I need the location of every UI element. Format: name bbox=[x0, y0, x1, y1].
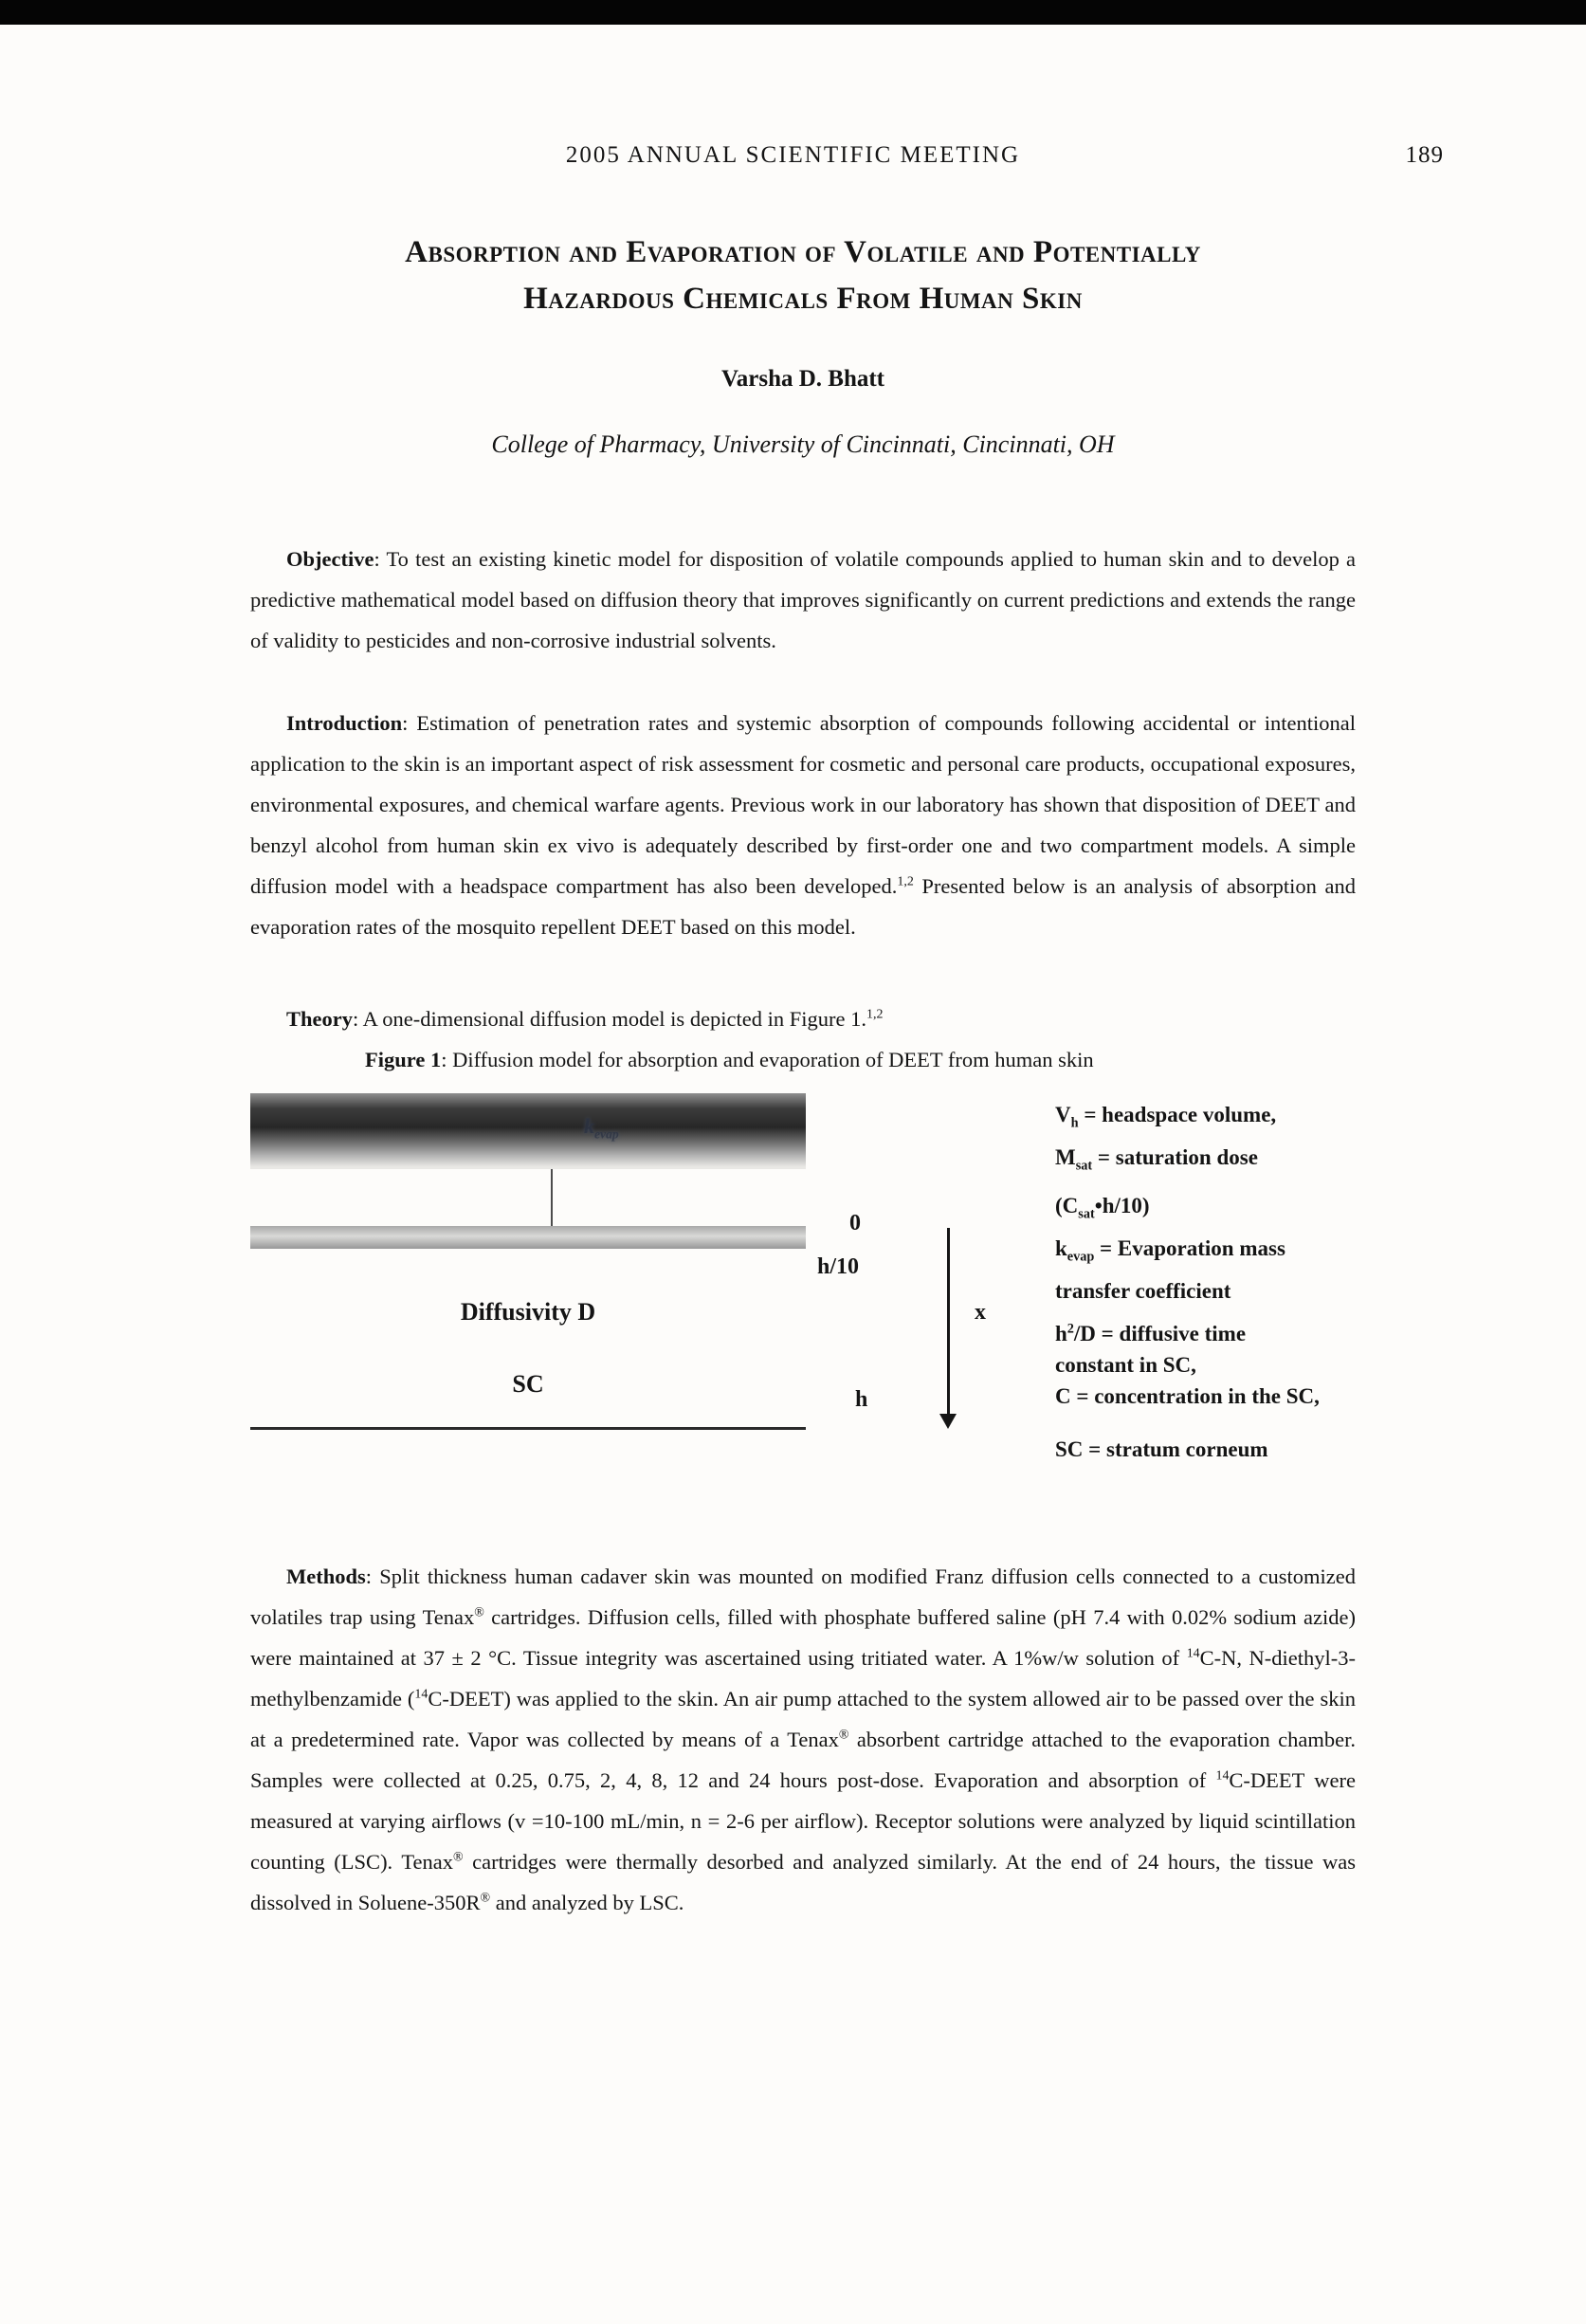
x-axis-label: x bbox=[975, 1300, 986, 1325]
depth-label-h: h bbox=[855, 1387, 868, 1412]
meeting-title: 2005 ANNUAL SCIENTIFIC MEETING bbox=[565, 142, 1021, 168]
article-title-line-1: Absorption and Evaporation of Volatile and Potentially bbox=[405, 235, 1201, 269]
figure-caption-label: Figure 1 bbox=[365, 1048, 442, 1071]
theory-label: Theory bbox=[286, 1007, 353, 1031]
sc-layer-label: SC bbox=[512, 1370, 544, 1398]
objective-paragraph bbox=[250, 539, 1356, 661]
legend-item-headspace-volume: $V_h$ = headspace volume, bbox=[1055, 1103, 1277, 1131]
introduction-text: : Estimation of penetration rates and systemic absorption of compounds following accidental or intentional application to the skin is an important aspect of risk assessment for cosmetic and personal care products, occupational exposures, environmental exposures, and chemical warfare agents. Previous work in our laboratory has shown that disposition of DEET and benzyl alcohol from human skin ex vivo is adequately described by first-order one and two compartment models. A simple diffusion model with a headspace compartment has also been developed.$^{1,2}$ Presented below is an analysis of absorption and evaporation rates of the mosquito repellent DEET based on this model. bbox=[250, 711, 1356, 939]
legend-item-saturation-dose: $M_{sat}$ = saturation dose bbox=[1055, 1145, 1258, 1174]
legend-item-diffusive-time: $h^2/D$ = diffusive time bbox=[1055, 1321, 1247, 1345]
legend-item-transfer-coefficient: transfer coefficient bbox=[1055, 1279, 1231, 1303]
sc-bottom-boundary-line bbox=[250, 1427, 806, 1430]
objective-text: : To test an existing kinetic model for disposition of volatile compounds applied to human skin and to develop a predictive mathematical model based on diffusion theory that improves significantly on current predictions and extends the range of validity to pesticides and non-corrosive industrial solvents. bbox=[250, 547, 1356, 652]
kevap-connector-line bbox=[551, 1169, 553, 1226]
methods-paragraph bbox=[250, 1556, 1356, 1923]
kevap-label: $k_{evap}$ bbox=[584, 1114, 619, 1142]
methods-text: : Split thickness human cadaver skin was mounted on modified Franz diffusion cells connected to a customized volatiles trap using Tenax® cartridges. Diffusion cells, filled with phosphate buffered saline (pH 7.4 with 0.02% sodium azide) were maintained at 37 ± 2 °C. Tissue integrity was ascertained using tritiated water. A 1%w/w solution of $^{14}$C-N, N-diethyl-3-methylbenzamide ($^{14}$C-DEET) was applied to the skin. An air pump attached to the system allowed air to be passed over the skin at a predetermined rate. Vapor was collected by means of a Tenax® absorbent cartridge attached to the evaporation chamber. Samples were collected at 0.25, 0.75, 2, 4, 8, 12 and 24 hours post-dose. Evaporation and absorption of $^{14}$C-DEET were measured at varying airflows (v =10-100 mL/min, n = 2-6 per airflow). Receptor solutions were analyzed by liquid scintillation counting (LSC). Tenax® cartridges were thermally desorbed and analyzed similarly. At the end of 24 hours, the tissue was dissolved in Soluene-350R® and analyzed by LSC. bbox=[250, 1565, 1356, 1914]
depth-label-zero: 0 bbox=[849, 1211, 861, 1235]
page-content bbox=[250, 229, 1356, 1923]
diffusivity-label: Diffusivity D bbox=[460, 1298, 596, 1326]
article-title bbox=[250, 229, 1356, 322]
legend-item-csat-formula: $(C_{sat}•h/10)$ bbox=[1055, 1194, 1150, 1222]
author-affiliation: College of Pharmacy, University of Cincinnati, Cincinnati, OH bbox=[491, 430, 1115, 458]
legend-item-kevap-definition: $k_{evap}$ = Evaporation mass bbox=[1055, 1236, 1285, 1265]
legend-item-stratum-corneum: SC = stratum corneum bbox=[1055, 1437, 1268, 1461]
methods-label: Methods bbox=[286, 1565, 366, 1588]
introduction-paragraph bbox=[250, 703, 1356, 947]
depth-label-h10: h/10 bbox=[817, 1254, 860, 1279]
figure-legend bbox=[1055, 1101, 1368, 1478]
introduction-label: Introduction bbox=[286, 711, 403, 735]
x-axis-arrow-line bbox=[947, 1228, 950, 1416]
legend-item-concentration: C = concentration in the SC, bbox=[1055, 1384, 1320, 1408]
headspace-band-image bbox=[250, 1093, 806, 1169]
article-title-line-2: Hazardous Chemicals From Human Skin bbox=[523, 282, 1083, 316]
figure-caption bbox=[250, 1039, 1356, 1080]
legend-item-constant-in-sc: constant in SC, bbox=[1055, 1353, 1196, 1377]
running-head bbox=[0, 0, 1586, 169]
figure-1-diagram bbox=[250, 1088, 1356, 1469]
objective-label: Objective bbox=[286, 547, 374, 571]
skin-surface-band bbox=[250, 1226, 806, 1249]
author-name: Varsha D. Bhatt bbox=[720, 366, 885, 392]
figure-caption-text: : Diffusion model for absorption and evaporation of DEET from human skin bbox=[441, 1048, 1094, 1071]
x-axis-arrowhead-icon bbox=[939, 1414, 957, 1429]
theory-paragraph bbox=[250, 998, 1356, 1039]
theory-text: : A one-dimensional diffusion model is depicted in Figure 1.$^{1,2}$ bbox=[353, 1007, 884, 1031]
page-number: 189 bbox=[1405, 142, 1444, 168]
